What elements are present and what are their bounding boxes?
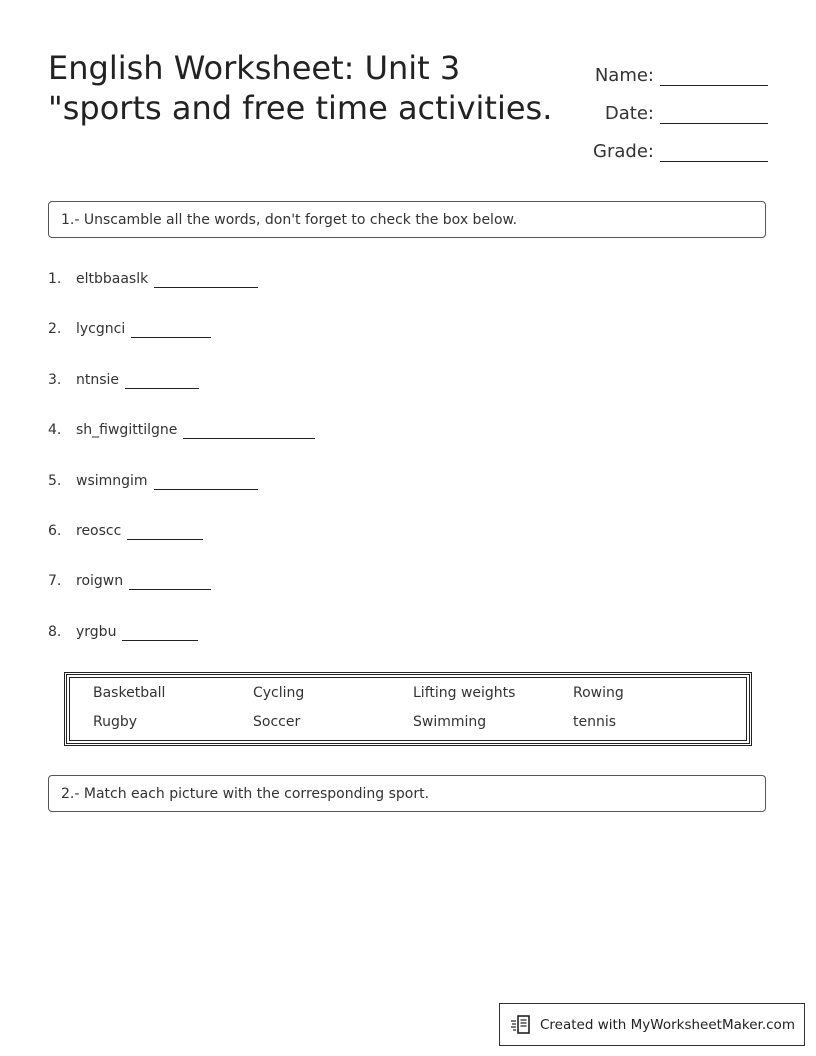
list-item [48, 520, 315, 570]
scrambled-word: ntnsie [76, 371, 120, 388]
word-bank-grid [93, 685, 733, 743]
name-row [568, 50, 768, 88]
word-bank-item: Swimming [413, 714, 487, 730]
name-label: Name: [594, 65, 654, 86]
grade-row [568, 126, 768, 164]
list-item [48, 369, 315, 419]
unscramble-list [48, 268, 315, 671]
answer-blank[interactable] [127, 520, 203, 540]
answer-blank[interactable] [131, 318, 211, 338]
item-number: 3. [48, 371, 62, 388]
scrambled-word: sh_fiwgittilgne [76, 422, 178, 439]
page-title: English Worksheet: Unit 3 "sports and free time activities. [48, 49, 553, 127]
date-label: Date: [604, 103, 654, 124]
list-item [48, 419, 315, 469]
list-item [48, 470, 315, 520]
name-field[interactable] [660, 62, 768, 86]
scrambled-word: wsimngim [76, 472, 148, 489]
worksheet-maker-logo-icon [510, 1014, 532, 1036]
answer-blank[interactable] [154, 268, 258, 288]
word-bank-item: Soccer [253, 714, 301, 730]
item-number: 6. [48, 522, 62, 539]
grade-label: Grade: [593, 141, 654, 162]
answer-blank[interactable] [129, 570, 211, 590]
word-bank-item: Cycling [253, 685, 305, 701]
word-bank-item: Lifting weights [413, 685, 516, 701]
word-bank-item: Rugby [93, 714, 138, 730]
date-row [568, 88, 768, 126]
scrambled-word: reoscc [76, 522, 122, 539]
word-bank-item: Basketball [93, 685, 166, 701]
list-item [48, 268, 315, 318]
date-field[interactable] [660, 100, 768, 124]
scrambled-word: roigwn [76, 573, 124, 590]
item-number: 5. [48, 472, 62, 489]
item-number: 7. [48, 573, 62, 590]
student-info [568, 50, 768, 164]
item-number: 2. [48, 321, 62, 338]
answer-blank[interactable] [154, 470, 258, 490]
list-item [48, 318, 315, 368]
answer-blank[interactable] [122, 621, 198, 641]
section-1-instruction: 1.- Unscamble all the words, don't forget to check the box below. [48, 201, 766, 238]
answer-blank[interactable] [183, 419, 315, 439]
section-2-instruction: 2.- Match each picture with the corresponding sport. [48, 775, 766, 812]
list-item [48, 621, 315, 671]
footer-credit[interactable] [499, 1003, 805, 1046]
footer-text: Created with MyWorksheetMaker.com [540, 1016, 795, 1033]
item-number: 1. [48, 271, 62, 287]
answer-blank[interactable] [125, 369, 199, 389]
item-number: 4. [48, 422, 62, 439]
item-number: 8. [48, 623, 62, 640]
word-bank-item: Rowing [573, 685, 624, 701]
scrambled-word: yrgbu [76, 623, 117, 640]
scrambled-word: lycgnci [76, 321, 126, 338]
list-item [48, 570, 315, 620]
word-bank-box [64, 672, 752, 746]
word-bank-item: tennis [573, 714, 617, 730]
scrambled-word: eltbbaaslk [76, 271, 149, 287]
grade-field[interactable] [660, 138, 768, 162]
